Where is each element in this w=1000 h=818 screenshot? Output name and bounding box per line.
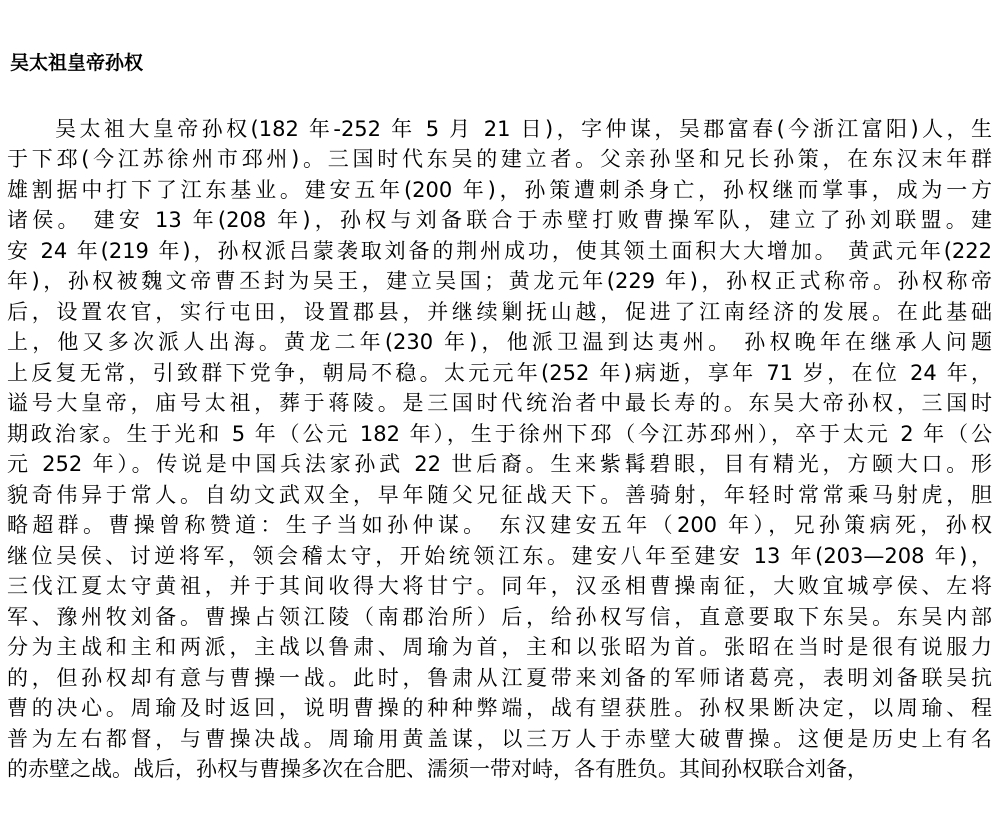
paragraph-line: 貌奇伟异于常人。自幼文武双全，早年随父兄征战天下。善骑射，年轻时常常乘马射虎，胆	[7, 483, 992, 507]
paragraph-line: 普为左右都督，与曹操决战。周瑜用黄盖谋，以三万人于赤壁大破曹操。这便是历史上有名	[7, 727, 992, 751]
paragraph-line: 曹的决心。周瑜及时返回，说明曹操的种种弊端，战有望获胜。孙权果断决定，以周瑜、程	[7, 696, 992, 720]
paragraph-line: 后，设置农官，实行屯田，设置郡县，并继续剿抚山越，促进了江南经济的发展。在此基础	[7, 300, 992, 324]
paragraph-line: 吴太祖大皇帝孙权(182 年-252 年 5 月 21 日)，字仲谋，吴郡富春(今浙江富阳)人，生	[55, 117, 992, 141]
paragraph-line: 诸侯。 建安 13 年(208 年)，孙权与刘备联合于赤壁打败曹操军队，建立了孙刘联盟。建	[7, 208, 992, 232]
paragraph-line: 雄割据中打下了江东基业。建安五年(200 年)，孙策遭刺杀身亡，孙权继而掌事，成为一方	[7, 178, 992, 202]
paragraph-line: 继位吴侯、讨逆将军，领会稽太守，开始统领江东。建安八年至建安 13 年(203—208 年)，	[7, 544, 992, 568]
paragraph-line: 期政治家。生于光和 5 年（公元 182 年），生于徐州下邳（今江苏邳州），卒于太元 2 年（公	[7, 422, 992, 446]
paragraph-line: 于下邳(今江苏徐州市邳州)。三国时代东吴的建立者。父亲孙坚和兄长孙策，在东汉末年群	[7, 147, 992, 171]
paragraph-line: 三伐江夏太守黄祖，并于其间收得大将甘宁。同年，汉丞相曹操南征，大败宜城亭侯、左将	[7, 574, 992, 598]
paragraph-line: 军、豫州牧刘备。曹操占领江陵（南郡治所）后，给孙权写信，直意要取下东吴。东吴内部	[7, 605, 992, 629]
paragraph-line: 上反复无常，引致群下党争，朝局不稳。太元元年(252 年)病逝，享年 71 岁，在位 24 年，	[7, 361, 992, 385]
document-title: 吴太祖皇帝孙权	[10, 52, 144, 74]
paragraph-line: 安 24 年(219 年)，孙权派吕蒙袭取刘备的荆州成功，使其领土面积大大增加。 黄武元年(222	[7, 239, 992, 263]
paragraph-line: 上，他又多次派人出海。黄龙二年(230 年)，他派卫温到达夷州。 孙权晚年在继承人问题	[7, 330, 992, 354]
paragraph-line: 略超群。曹操曾称赞道：生子当如孙仲谋。 东汉建安五年（200 年），兄孙策病死，孙权	[7, 513, 992, 537]
paragraph-line: 分为主战和主和两派，主战以鲁肃、周瑜为首，主和以张昭为首。张昭在当时是很有说服力	[7, 635, 992, 659]
paragraph-line: 年)，孙权被魏文帝曹丕封为吴王，建立吴国；黄龙元年(229 年)，孙权正式称帝。孙权称帝	[7, 269, 992, 293]
paragraph-line: 谥号大皇帝，庙号太祖，葬于蒋陵。是三国时代统治者中最长寿的。东吴大帝孙权，三国时	[7, 391, 992, 415]
paragraph-line: 元 252 年）。传说是中国兵法家孙武 22 世后裔。生来紫髯碧眼，目有精光，方颐大口。形	[7, 452, 992, 476]
paragraph-line: 的赤壁之战。战后，孙权与曹操多次在合肥、濡须一带对峙，各有胜负。其间孙权联合刘备，	[7, 757, 868, 781]
paragraph-line: 的，但孙权却有意与曹操一战。此时，鲁肃从江夏带来刘备的军师诸葛亮，表明刘备联吴抗	[7, 666, 992, 690]
